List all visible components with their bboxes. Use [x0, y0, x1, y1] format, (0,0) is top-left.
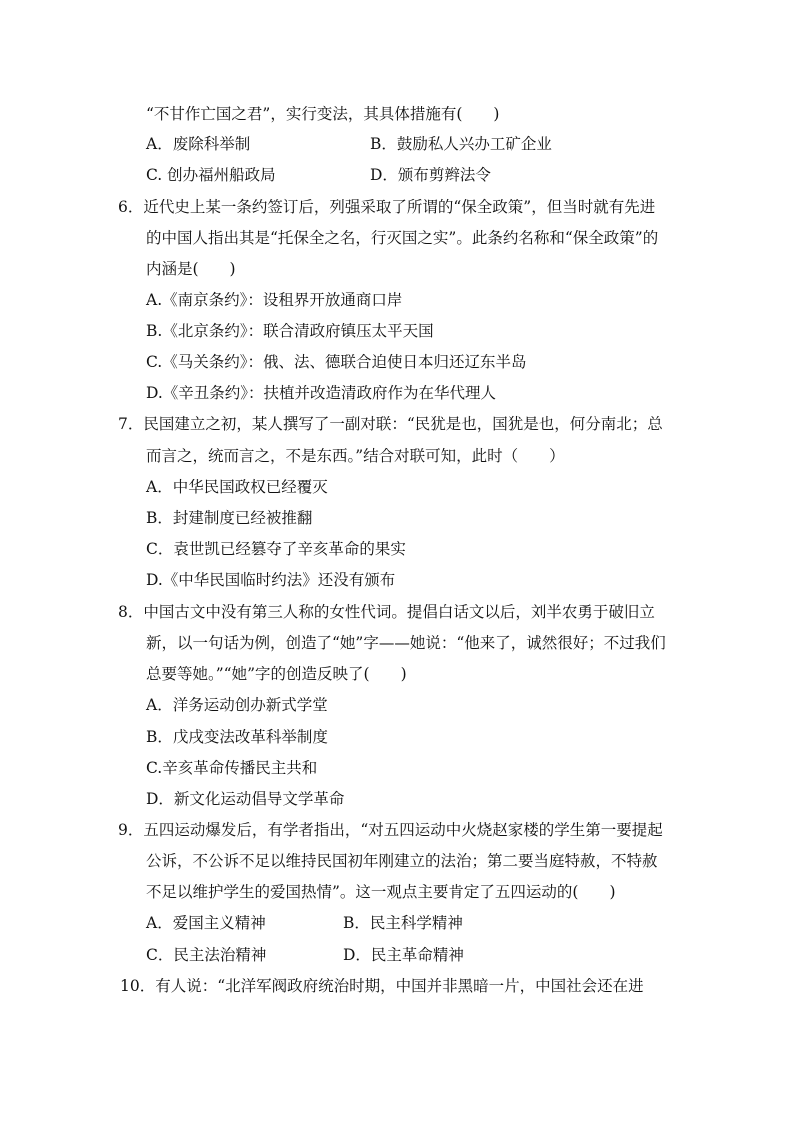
q6-option-b: B.《北京条约》：联合清政府镇压太平天国 [146, 322, 434, 340]
q5-option-d: D．颁布剪辫法令 [370, 166, 491, 184]
q9-option-b: B．民主科学精神 [343, 914, 463, 932]
q8-option-b: B．戊戌变法改革科举制度 [146, 728, 328, 746]
q8-stem-line-2: 新，以一句话为例，创造了“她”字——她说：“他来了，诚然很好；不过我们 [146, 634, 666, 652]
q5-option-a: A．废除科举制 [146, 135, 251, 153]
q9-stem-line-1: 9．五四运动爆发后，有学者指出，“对五四运动中火烧赵家楼的学生第一要提起 [118, 821, 663, 839]
q7-option-c: C．袁世凯已经篡夺了辛亥革命的果实 [146, 540, 406, 558]
q6-option-c: C.《马关条约》：俄、法、德联合迫使日本归还辽东半岛 [146, 353, 527, 371]
q6-stem-line-1: 6．近代史上某一条约签订后，列强采取了所谓的“保全政策”，但当时就有先进 [118, 198, 656, 216]
q5-option-b: B．鼓励私人兴办工矿企业 [370, 135, 552, 153]
q8-stem-line-1: 8．中国古文中没有第三人称的女性代词。提倡白话文以后，刘半农勇于破旧立 [118, 603, 655, 621]
q8-option-d: D．新文化运动倡导文学革命 [146, 790, 345, 808]
q7-option-b: B．封建制度已经被推翻 [146, 509, 313, 527]
q5-stem-line: “不甘作亡国之君”，实行变法，其具体措施有( ) [146, 105, 500, 123]
q8-option-a: A．洋务运动创办新式学堂 [146, 696, 328, 714]
q7-option-d: D.《中华民国临时约法》还没有颁布 [146, 571, 396, 589]
q9-option-c: C．民主法治精神 [146, 946, 267, 964]
q6-stem-line-3: 内涵是( ) [146, 260, 236, 278]
q6-stem-line-2: 的中国人指出其是“托保全之名，行灭国之实”。此条约名称和“保全政策”的 [146, 229, 659, 247]
q9-option-d: D．民主革命精神 [343, 946, 464, 964]
q7-stem-line-2: 而言之，统而言之，不是东西。”结合对联可知，此时（ ） [146, 447, 565, 465]
q7-stem-line-1: 7．民国建立之初，某人撰写了一副对联：“民犹是也，国犹是也，何分南北；总 [118, 415, 663, 433]
q9-stem-line-2: 公诉，不公诉不足以维持民国初年刚建立的法治；第二要当庭特赦，不特赦 [146, 852, 658, 870]
q10-stem-line-1: 10．有人说：“北洋军阀政府统治时期，中国并非黑暗一片，中国社会还在进 [120, 977, 644, 995]
q7-option-a: A．中华民国政权已经覆灭 [146, 478, 328, 496]
q9-stem-line-3: 不足以维护学生的爱国热情”。这一观点主要肯定了五四运动的( ) [146, 883, 616, 901]
q6-option-d: D.《辛丑条约》：扶植并改造清政府作为在华代理人 [146, 384, 497, 402]
q9-option-a: A．爱国主义精神 [146, 914, 266, 932]
q8-option-c: C.辛亥革命传播民主共和 [146, 759, 318, 777]
q8-stem-line-3: 总要等她。”“她”字的创造反映了( ) [146, 665, 407, 683]
q5-option-c: C. 创办福州船政局 [146, 166, 276, 184]
q6-option-a: A.《南京条约》：设租界开放通商口岸 [146, 291, 403, 309]
